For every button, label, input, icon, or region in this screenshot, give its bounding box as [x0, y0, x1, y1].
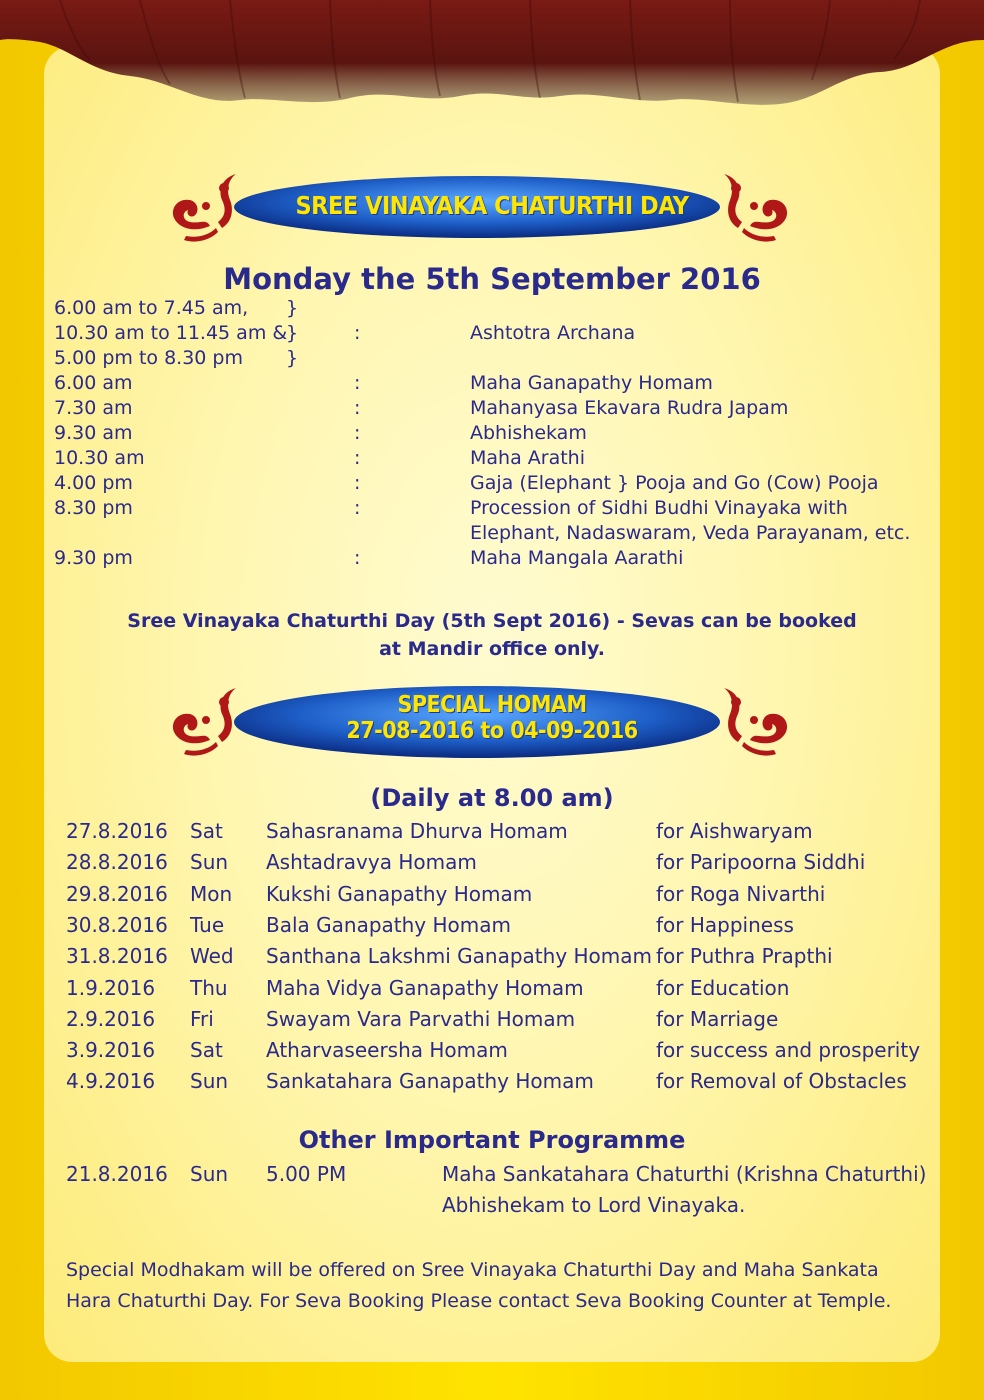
- date-heading: Monday the 5th September 2016: [223, 262, 761, 296]
- homam-purpose: for Roga Nivarthi: [656, 881, 826, 906]
- notice-line-2: at Mandir office only.: [379, 638, 605, 660]
- homam-date: 28.8.2016: [66, 850, 168, 875]
- table-row: [0, 913, 984, 944]
- homam-name: Swayam Vara Parvathi Homam: [266, 1006, 576, 1031]
- curtain-drape: [0, 0, 984, 112]
- footer-line-2: Hara Chaturthi Day. For Seva Booking Please contact Seva Booking Counter at Temple.: [66, 1290, 892, 1312]
- other-time: 5.00 PM: [266, 1162, 347, 1186]
- homam-day: Sun: [190, 1069, 229, 1094]
- schedule-time: 8.30 pm: [54, 497, 133, 519]
- schedule-colon: :: [354, 447, 361, 469]
- schedule-brace: }: [286, 347, 299, 369]
- daily-heading: (Daily at 8.00 am): [370, 784, 614, 812]
- homam-day: Fri: [190, 1006, 214, 1031]
- homam-name: Kukshi Ganapathy Homam: [266, 881, 533, 906]
- homam-name: Santhana Lakshmi Ganapathy Homam: [266, 944, 653, 969]
- schedule-time: 9.30 am: [54, 422, 133, 444]
- other-date: 21.8.2016: [66, 1162, 168, 1186]
- homam-day: Mon: [190, 881, 233, 906]
- other-programme-row: [0, 1162, 984, 1193]
- table-row: [0, 850, 984, 881]
- schedule-time: 4.00 pm: [54, 472, 133, 494]
- homam-date: 30.8.2016: [66, 912, 168, 937]
- homam-name: Bala Ganapathy Homam: [266, 912, 511, 937]
- homam-date: 2.9.2016: [66, 1006, 156, 1031]
- table-row: [0, 819, 984, 850]
- homam-day: Sun: [190, 850, 229, 875]
- table-row: [0, 1038, 984, 1069]
- homam-date: 31.8.2016: [66, 944, 168, 969]
- homam-day: Wed: [190, 944, 234, 969]
- homam-purpose: for Removal of Obstacles: [656, 1069, 907, 1094]
- schedule-event: Maha Ganapathy Homam: [470, 372, 713, 394]
- schedule-time: 6.00 am to 7.45 am,: [54, 297, 249, 319]
- schedule-colon: :: [354, 397, 361, 419]
- schedule-colon: :: [354, 497, 361, 519]
- homam-date: 3.9.2016: [66, 1038, 156, 1063]
- homam-name: Maha Vidya Ganapathy Homam: [266, 975, 584, 1000]
- other-heading: Other Important Programme: [298, 1126, 686, 1154]
- banner-title-2: SPECIAL HOMAM: [397, 692, 587, 718]
- schedule-event: Procession of Sidhi Budhi Vinayaka with: [470, 497, 848, 519]
- table-row: [0, 1069, 984, 1100]
- table-row: [0, 976, 984, 1007]
- table-row: [0, 1007, 984, 1038]
- schedule-colon: :: [354, 547, 361, 569]
- schedule-time: 5.00 pm to 8.30 pm: [54, 347, 243, 369]
- homam-date: 27.8.2016: [66, 819, 168, 843]
- other-line-1: Maha Sankatahara Chaturthi (Krishna Chaturthi): [442, 1162, 927, 1186]
- schedule-time: 7.30 am: [54, 397, 133, 419]
- homam-purpose: for Marriage: [656, 1006, 779, 1031]
- homam-name: Ashtadravya Homam: [266, 850, 477, 875]
- homam-day: Thu: [190, 975, 228, 1000]
- homam-date: 4.9.2016: [66, 1069, 156, 1094]
- notice-line-1: Sree Vinayaka Chaturthi Day (5th Sept 2016) - Sevas can be booked: [127, 610, 857, 632]
- homam-date: 1.9.2016: [66, 975, 156, 1000]
- homam-purpose: for Puthra Prapthi: [656, 944, 833, 969]
- homam-purpose: for Aishwaryam: [656, 819, 813, 843]
- schedule-brace: }: [286, 297, 299, 319]
- schedule-event: Maha Arathi: [470, 447, 585, 469]
- homam-purpose: for Education: [656, 975, 790, 1000]
- schedule-event: Ashtotra Archana: [470, 322, 636, 344]
- other-line-2: Abhishekam to Lord Vinayaka.: [442, 1193, 746, 1217]
- homam-day: Sat: [190, 1038, 223, 1063]
- schedule-brace: }: [286, 322, 299, 344]
- homam-name: Atharvaseersha Homam: [266, 1038, 508, 1063]
- homam-name: Sahasranama Dhurva Homam: [266, 819, 568, 843]
- homam-purpose: for success and prosperity: [656, 1038, 921, 1063]
- other-programme-row-2: [0, 1193, 984, 1224]
- table-row: [0, 944, 984, 975]
- footer-line-1: Special Modhakam will be offered on Sree Vinayaka Chaturthi Day and Maha Sankata: [66, 1259, 879, 1281]
- schedule-colon: :: [354, 472, 361, 494]
- table-row: [0, 882, 984, 913]
- schedule-colon: :: [354, 322, 361, 344]
- homam-name: Sankatahara Ganapathy Homam: [266, 1069, 594, 1094]
- banner-title-1: SREE VINAYAKA CHATURTHI DAY: [295, 191, 689, 220]
- schedule-colon: :: [354, 372, 361, 394]
- schedule-event: Elephant, Nadaswaram, Veda Parayanam, etc.: [470, 522, 911, 544]
- schedule-time: 10.30 am to 11.45 am &: [54, 322, 288, 344]
- homam-date: 29.8.2016: [66, 881, 168, 906]
- schedule-colon: :: [354, 422, 361, 444]
- schedule-time: 9.30 pm: [54, 547, 133, 569]
- other-day: Sun: [190, 1162, 229, 1186]
- schedule-event: Abhishekam: [470, 422, 587, 444]
- schedule-time: 10.30 am: [54, 447, 145, 469]
- schedule-event: Gaja (Elephant } Pooja and Go (Cow) Pooja: [470, 472, 879, 494]
- schedule-event: Mahanyasa Ekavara Rudra Japam: [470, 397, 789, 419]
- banner-dates-2: 27-08-2016 to 04-09-2016: [346, 718, 638, 744]
- homam-day: Sat: [190, 819, 223, 843]
- schedule-event: Maha Mangala Aarathi: [470, 547, 684, 569]
- homam-day: Tue: [190, 912, 225, 937]
- schedule-time: 6.00 am: [54, 372, 133, 394]
- homam-purpose: for Paripoorna Siddhi: [656, 850, 866, 875]
- homam-purpose: for Happiness: [656, 912, 794, 937]
